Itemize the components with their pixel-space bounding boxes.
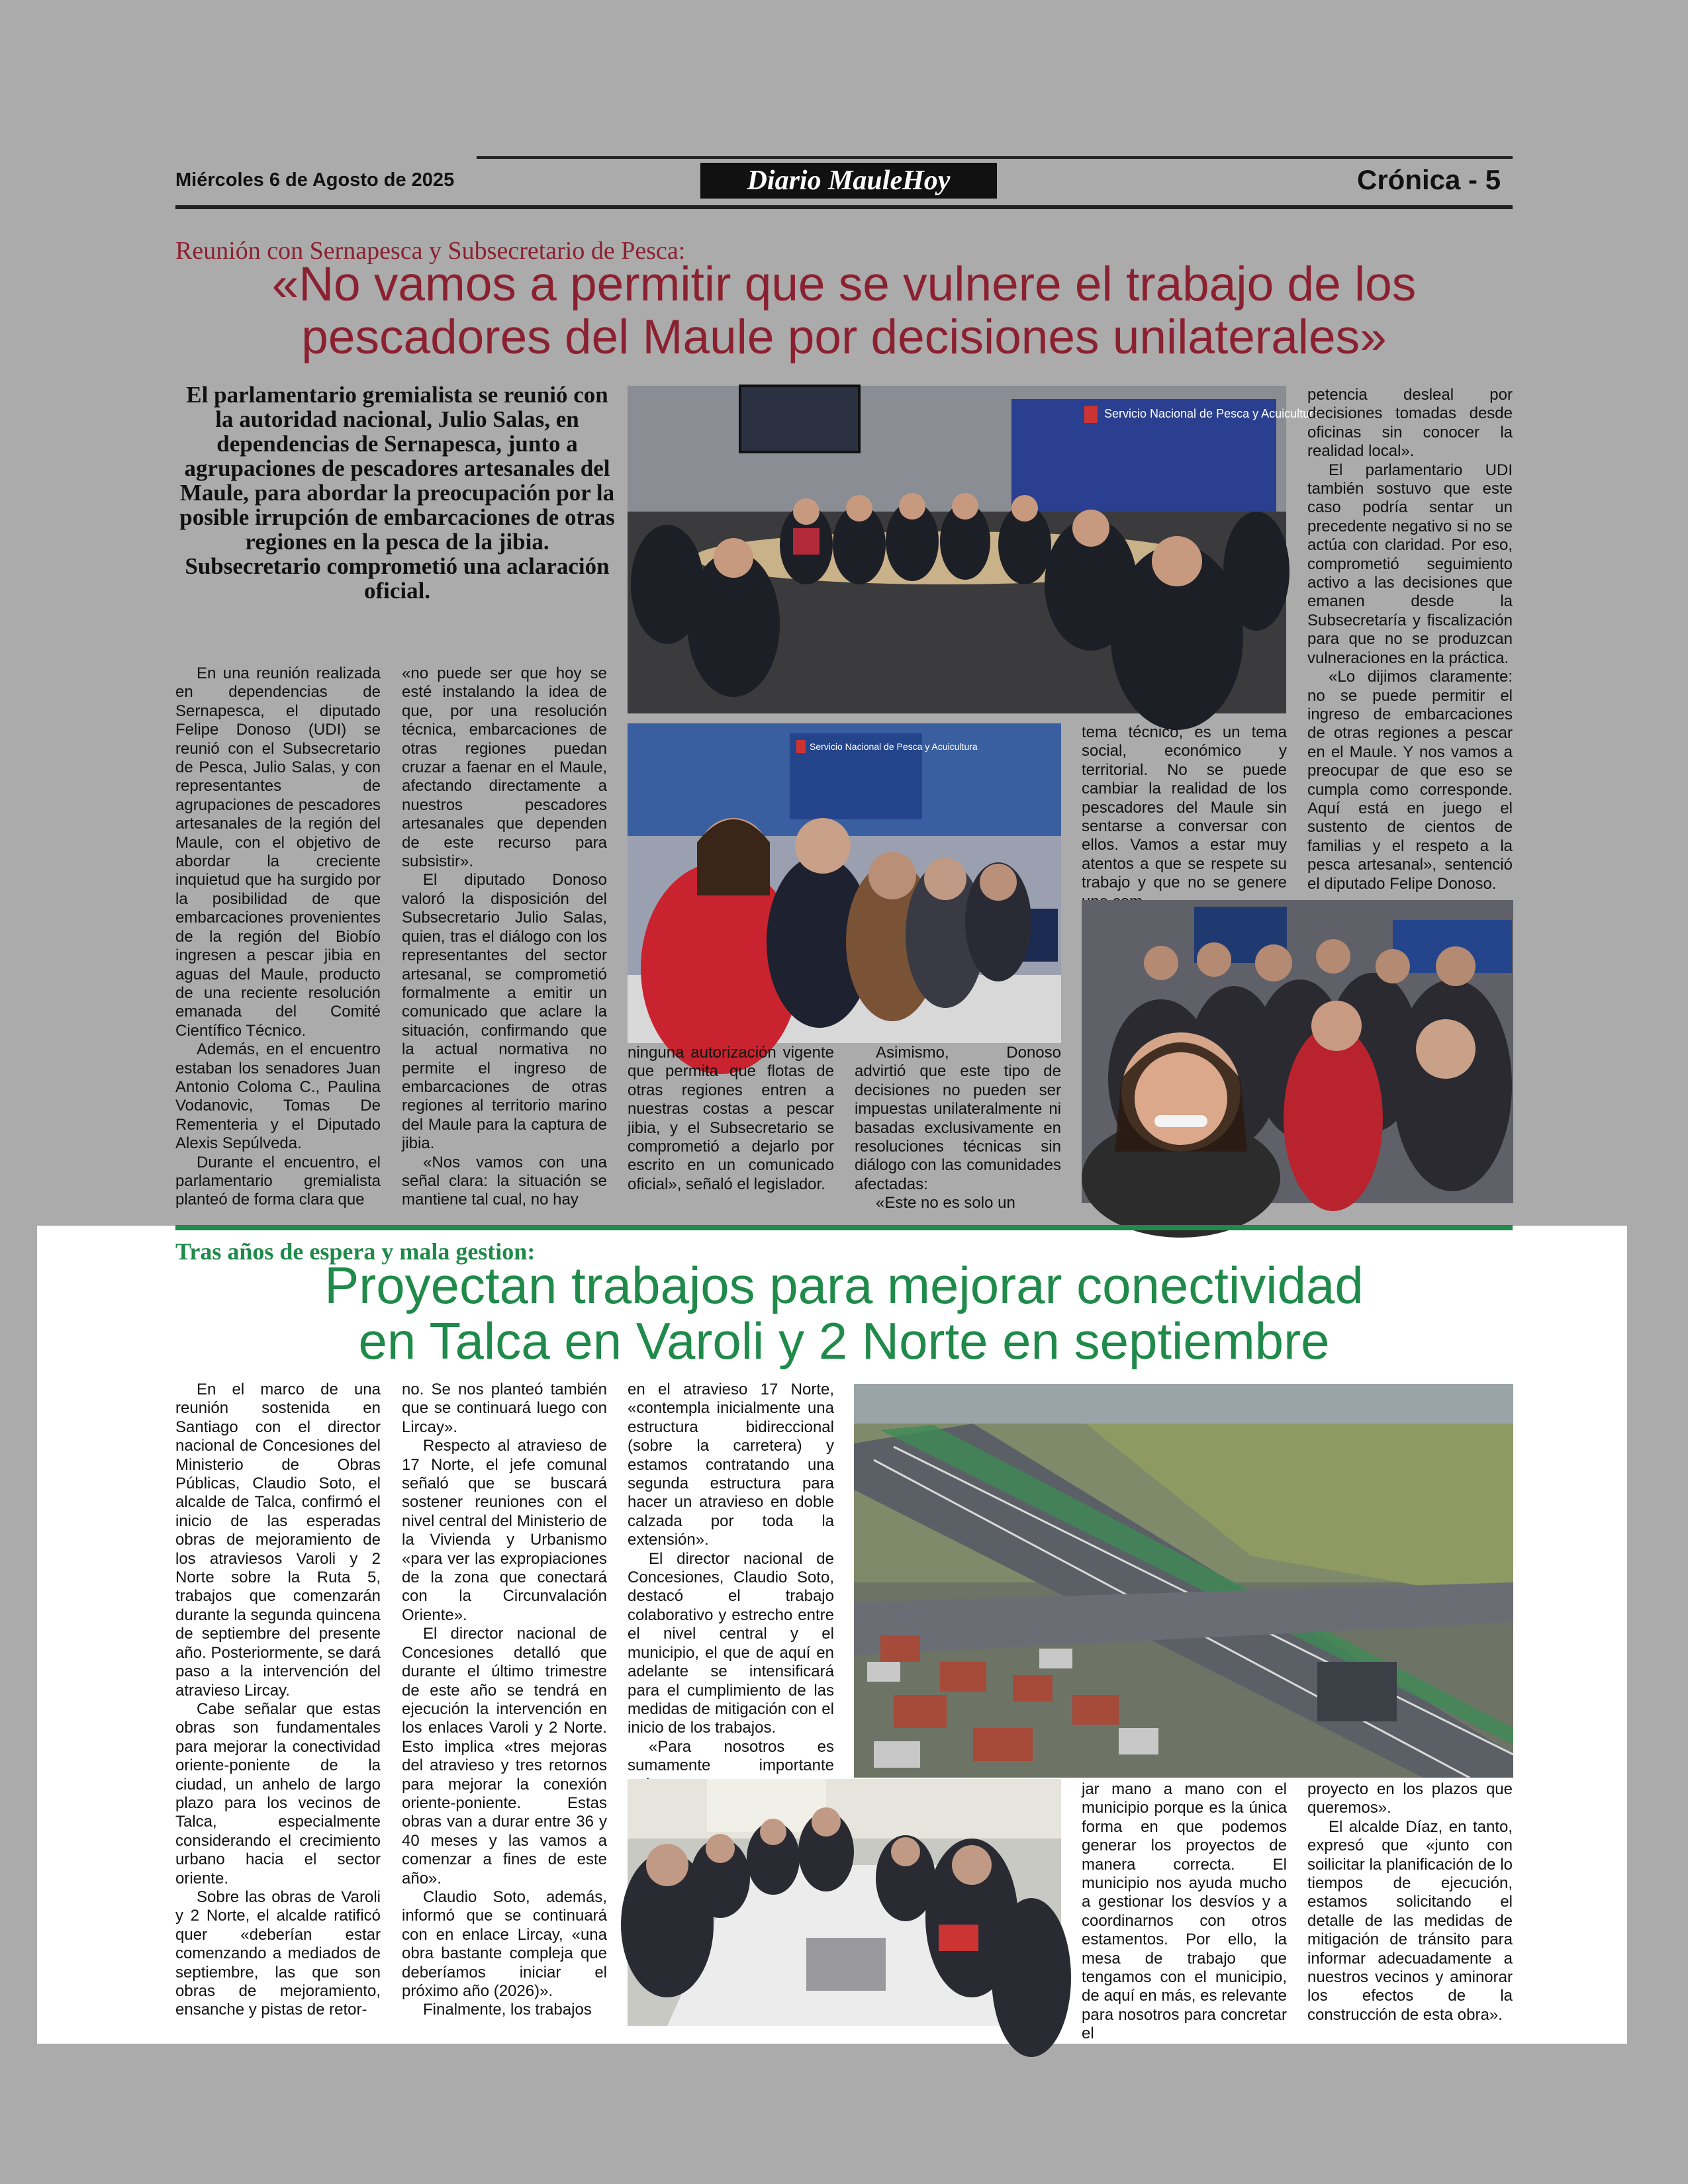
paragraph: Cabe señalar que estas obras son fundamentales para mejorar la conectividad oriente-poniente de la ciudad, un anhelo de largo plazo para los vecinos de Talca, especialmente considerando el crecimiento urbano hacia el sector oriente. <box>175 1700 381 1888</box>
issue-date: Miércoles 6 de Agosto de 2025 <box>175 169 455 191</box>
article1-kicker: Reunión con Sernapesca y Subsecretario de Pesca: <box>175 237 686 265</box>
paragraph: «Nos vamos con una señal clara: la situación se mantiene tal cual, no hay <box>402 1153 607 1209</box>
header-rule <box>477 156 1513 159</box>
section-divider <box>175 1225 1513 1230</box>
article2-column-1 <box>175 1381 381 2020</box>
article1-column-1 <box>175 664 381 1210</box>
paragraph: ninguna autorización vigente que permita que flotas de otras regiones entren a nuestras costas a pescar jibia, y el Subsecretario se comprometió a dejarlo por escrito en un comunicado oficial», señaló el legislador. <box>628 1044 834 1193</box>
paragraph: jar mano a mano con el municipio porque es la única forma en que podemos generar los proyectos de manera correcta. El municipio nos ayuda mucho a gestionar los desvíos y a coordinarnos con otros estamentos. Por ello, la mesa de trabajo que tengamos con el municipio, de aquí en más, es relevante para nosotros para concretar el <box>1082 1780 1287 2043</box>
paragraph: En una reunión realizada en dependencias de Sernapesca, el diputado Felipe Donoso (UDI) se reunió con el Subsecretario de Pesca, Julio Salas, y con representantes de agrupaciones de pescadores artesanales de la región del Maule, con el objetivo de abordar la creciente inquietud que ha surgido por la posibilidad de que embarcaciones provenientes de la región del Biobío ingresen a pescar jibia en aguas del Maule, producto de una reciente resolución emanada del Comité Científico Técnico. <box>175 664 381 1040</box>
meeting-photo-wide <box>628 386 1321 713</box>
paragraph: «Este no es solo un <box>876 1194 1015 1212</box>
paragraph: Durante el encuentro, el parlamentario gremialista planteó de forma clara que <box>175 1153 381 1209</box>
paragraph: Además, en el encuentro estaban los senadores Juan Antonio Coloma C., Paulina Vodanovic, Tomas De Rementeria y el Diputado Alexis Sepúlveda. <box>175 1040 381 1153</box>
officials-table-photo <box>628 723 1061 1043</box>
article1-headline: «No vamos a permitir que se vulnere el trabajo de los pescadores del Maule por decisiones unilaterales» <box>271 257 1417 364</box>
article2-column-3 <box>628 1381 834 1794</box>
group-selfie-photo <box>1082 900 1513 1203</box>
svg-text:Servicio Nacional de Pesca y A: Servicio Nacional de Pesca y Acuicultura <box>810 741 978 752</box>
article2-headline-line-1: Proyectan trabajos para mejorar conectividad <box>324 1256 1364 1314</box>
section-page-label: Crónica - 5 <box>1357 164 1501 195</box>
article1-column-2 <box>402 664 607 1210</box>
paragraph: proyecto en los plazos que queremos». <box>1307 1780 1513 1817</box>
aerial-highway-photo <box>854 1384 1513 1778</box>
paragraph: Claudio Soto, además, informó que se continuará con en enlace Lircay, «una obra bastante compleja que deberíamos iniciar el próximo año (2026)». <box>402 1888 607 2000</box>
article2-headline-line-2: en Talca en Varoli y 2 Norte en septiembre <box>358 1312 1330 1370</box>
paragraph: Asimismo, Donoso advirtió que este tipo de decisiones no pueden ser impuestas unilateralmente ni basadas exclusivamente en resoluciones técnicas sin diálogo con las comunidades afectadas: <box>855 1044 1061 1193</box>
article1-column-6 <box>1307 386 1513 893</box>
paragraph: en el atravieso 17 Norte, «contempla inicialmente una estructura bidireccional (sobre la carretera) y estamos contratando una segunda estructura para hacer un atravieso en doble calzada por toda la extensión». <box>628 1381 834 1549</box>
paragraph: Finalmente, los trabajos <box>423 2001 592 2019</box>
municipal-meeting-photo <box>628 1779 1061 2026</box>
paragraph: tema técnico, es un tema social, económico y territorial. No se puede cambiar la realidad de los pescadores del Maule sin sentarse a conversar con ellos. Vamos a estar muy atentos a que se respete su trabajo y que no se genere <box>1082 723 1287 892</box>
paragraph: Sobre las obras de Varoli y 2 Norte, el alcalde ratificó quer «deberían estar comenzando a mediados de septiembre, las que son obras de mejoramiento, ensanche y pistas de retor- <box>175 1888 381 2019</box>
paragraph: El alcalde Díaz, en tanto, expresó que «junto con soilicitar la planificación de lo tiempos de ejecución, estamos solicitando el detalle de las medidas de mitigación de tránsito para informar adecuadamente a nuestros vecinos y aminorar los efectos de la construcción de esta obra». <box>1307 1817 1513 2024</box>
paragraph: El director nacional de Concesiones detalló que durante el último trimestre de este año se tendrá en ejecución la intervención en los enlaces Varoli y 2 Norte. Esto implica «tres mejoras del atravieso y tres retornos para mejorar la conexión oriente-poniente. Estas obras van a durar entre 36 y 40 meses y las vamos a comenzar a fines de este año». <box>402 1625 607 1888</box>
paragraph: «Lo dijimos claramente: no se puede permitir el ingreso de embarcaciones de otras regiones a pescar en el Maule. Y nos vamos a preocupar de que eso se cumpla como corresponde. Aquí está en juego el sustento de cientos de familias y el respeto a la pesca artesanal», sentenció el diputado Felipe Donoso. <box>1307 668 1513 893</box>
article1-column-4 <box>855 1044 1061 1213</box>
paragraph: petencia desleal por decisiones tomadas desde oficinas sin conocer la realidad local». <box>1307 386 1513 461</box>
article1-column-5 <box>1082 723 1287 911</box>
paragraph: «Para nosotros es sumamente importante <box>628 1737 834 1775</box>
header-underline <box>175 205 1513 209</box>
paragraph: «no puede ser que hoy se esté instalando la idea de que, por una resolución técnica, embarcaciones de otras regiones puedan cruzar a faenar en el Maule, afectando directamente a nuestros pescadores artesanales que dependen de este recurso para subsistir». <box>402 664 607 871</box>
paragraph: no. Se nos planteó también que se continuará luego con Lircay». <box>402 1381 607 1436</box>
paragraph: En el marco de una reunión sostenida en Santiago con el director nacional de Concesiones del Ministerio de Obras Públicas, Claudio Soto, el alcalde de Talca, confirmó el inicio de las esperadas obras de mejoramiento de los atraviesos Varoli y 2 Norte sobre la Ruta 5, trabajos que comenzarán durante la segunda quincena de septiembre del presente año. Posteriormente, se dará paso a la intervención del atravieso Lircay. <box>175 1381 381 1700</box>
article2-column-5 <box>1307 1780 1513 2025</box>
article2-headline <box>175 1257 1513 1369</box>
article1-column-3 <box>628 1044 834 1194</box>
svg-text:Servicio Nacional de Pesca y A: Servicio Nacional de Pesca y Acuicultura <box>1104 407 1321 420</box>
paragraph: Respecto al atravieso de 17 Norte, el jefe comunal señaló que se buscará sostener reuniones con el nivel central del Ministerio de la Vivienda y Urbanismo «para ver las expropiaciones de la zona que conectará con la Circunvalación Oriente». <box>402 1437 607 1624</box>
article2-kicker: Tras años de espera y mala gestion: <box>175 1238 536 1265</box>
newspaper-logo: Diario MauleHoy <box>700 163 997 199</box>
article2-column-4 <box>1082 1780 1287 2044</box>
paragraph: El parlamentario UDI también sostuvo que este caso podría sentar un precedente negativo si no se actúa con claridad. Por eso, comprometió seguimiento activo a las decisiones que emanen desde la Subsecretaría y fiscalización para que no se produzcan vulneraciones en la práctica. <box>1307 461 1513 667</box>
paragraph: El director nacional de Concesiones, Claudio Soto, destacó el trabajo colaborativo y estrecho entre el nivel central y el municipio, el que de aquí en adelante se intensificará para el cumplimiento de las medidas de mitigación con el inicio de los trabajos. <box>628 1549 834 1737</box>
article1-lead: El parlamentario gremialista se reunió con la autoridad nacional, Julio Salas, en dependencias de Sernapesca, junto a agrupaciones de pescadores artesanales del Maule, para abordar la preocupación por la posible irrupción de embarcaciones de otras regiones en la pesca de la jibia. Subsecretario comprometió una aclaración oficial. <box>179 382 615 604</box>
article2-column-2 <box>402 1381 607 2020</box>
paragraph: El diputado Donoso valoró la disposición del Subsecretario Julio Salas, quien, tras el diálogo con los representantes del sector artesanal, se comprometió formalmente a emitir un comunicado que aclare la situación, confirmando que la actual normativa no permite el ingreso de embarcaciones de otras regiones al territorio marino del Maule para la captura de jibia. <box>402 871 607 1153</box>
